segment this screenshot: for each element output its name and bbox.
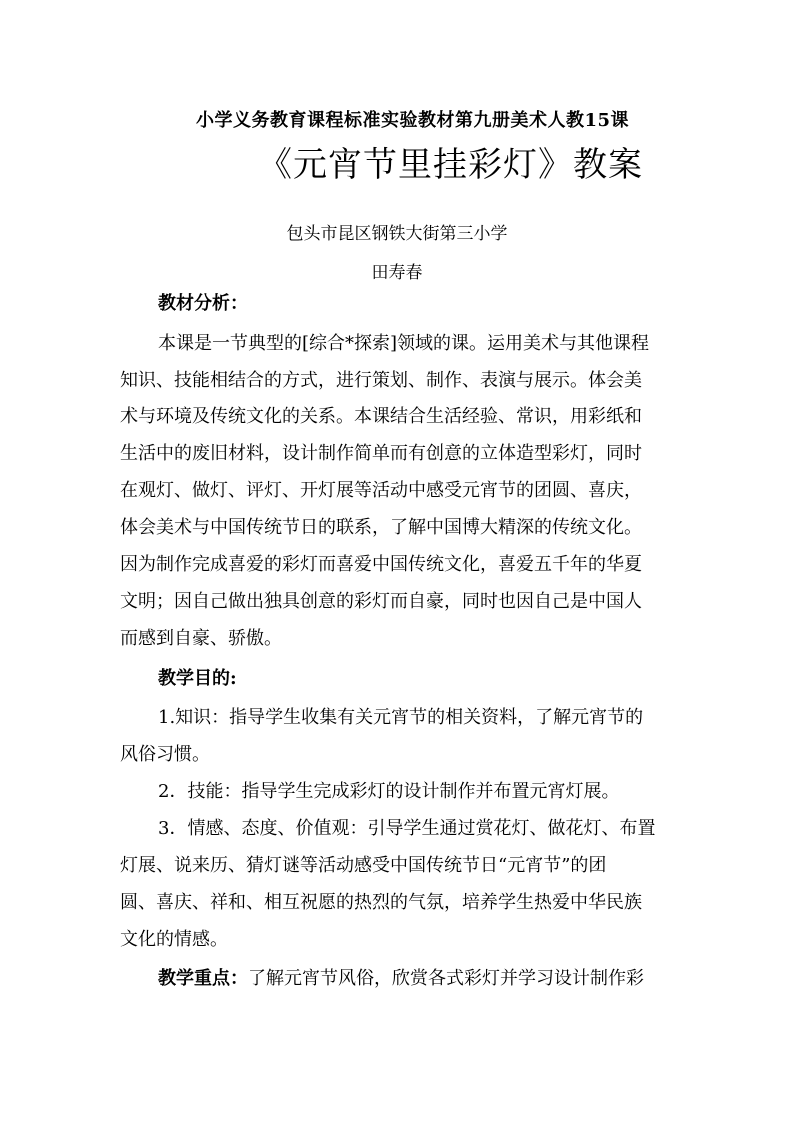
school-name: 包头市昆区钢铁大街第三小学 [286,224,508,244]
key-points-label: 教学重点： [158,968,248,989]
objectives-line: 圆、喜庆、祥和、相互祝愿的热烈的气氛，培养学生热爱中华民族 [120,892,642,913]
analysis-line: 而感到自豪、骄傲。 [120,628,282,649]
page-title: 《元宵节里挂彩灯》教案 [258,145,643,185]
objectives-line: 文化的情感。 [120,929,228,950]
objectives-line: 2．技能：指导学生完成彩灯的设计制作并布置元宵灯展。 [158,781,620,802]
key-points-text: 了解元宵节风俗，欣赏各式彩灯并学习设计制作彩 [248,968,644,989]
series-header: 小学义务教育课程标准实验教材第九册美术人教15课 [196,110,630,131]
objectives-line: 风俗习惯。 [120,744,210,765]
objectives-line: 1.知识：指导学生收集有关元宵节的相关资料，了解元宵节的 [158,707,644,728]
analysis-line: 术与环境及传统文化的关系。本课结合生活经验、常识，用彩纸和 [120,406,642,427]
author-name: 田寿春 [371,263,423,283]
key-points-line [158,967,644,991]
objectives-heading: 教学目的: [158,668,237,689]
analysis-line: 生活中的废旧材料，设计制作简单而有创意的立体造型彩灯，同时 [120,443,642,464]
analysis-heading: 教材分析： [158,293,248,314]
analysis-line: 文明；因自己做出独具创意的彩灯而自豪，同时也因自己是中国人 [120,591,642,612]
analysis-line: 因为制作完成喜爱的彩灯而喜爱中国传统文化，喜爱五千年的华夏 [120,554,642,575]
analysis-line: 体会美术与中国传统节日的联系，了解中国博大精深的传统文化。 [120,517,642,538]
objectives-line: 灯展、说来历、猜灯谜等活动感受中国传统节日“元宵节”的团 [120,855,607,876]
objectives-line: 3．情感、态度、价值观：引导学生通过赏花灯、做花灯、布置 [158,818,656,839]
analysis-line: 本课是一节典型的[综合*探索]领域的课。运用美术与其他课程 [158,333,650,354]
analysis-line: 在观灯、做灯、评灯、开灯展等活动中感受元宵节的团圆、喜庆， [120,480,642,501]
analysis-line: 知识、技能相结合的方式，进行策划、制作、表演与展示。体会美 [120,370,642,391]
